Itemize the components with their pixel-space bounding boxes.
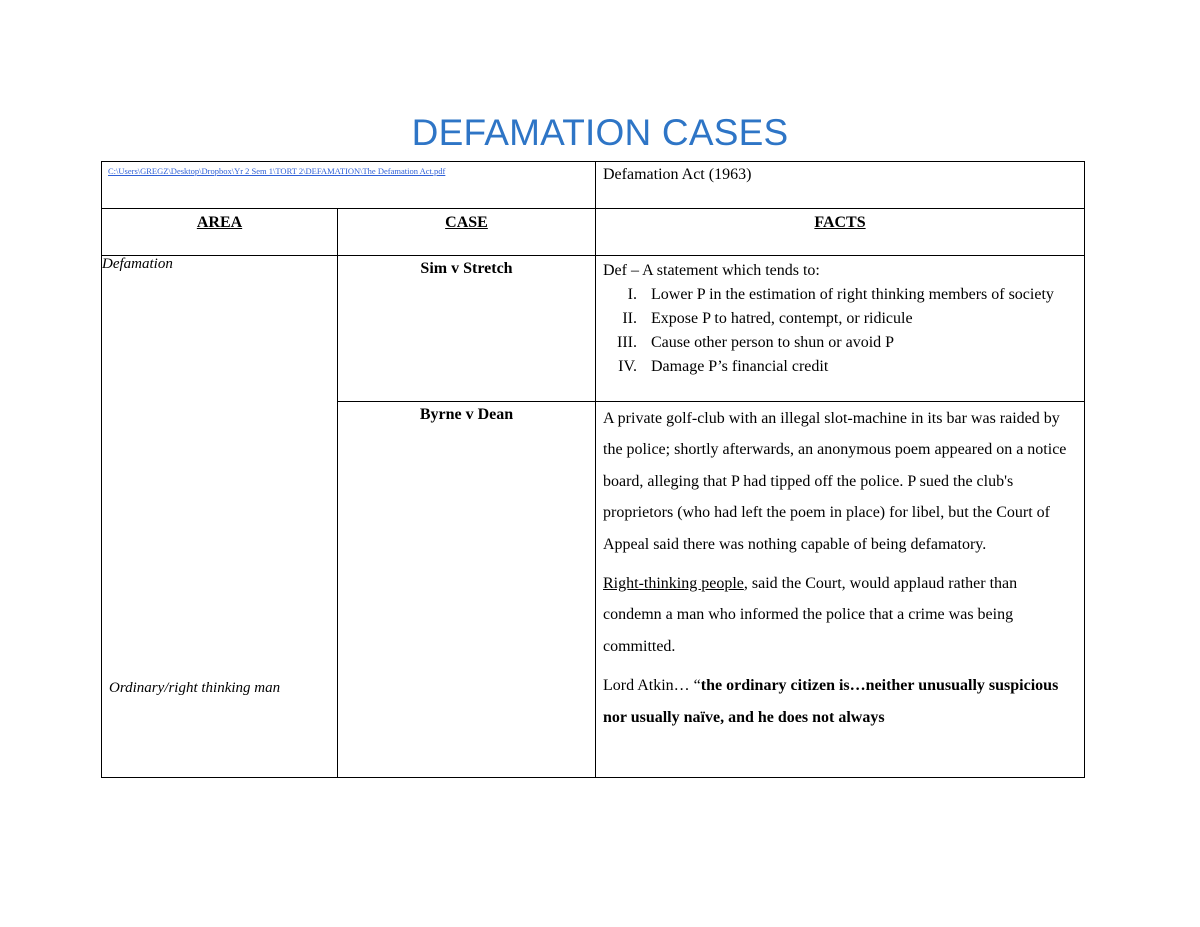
table-header-row bbox=[102, 209, 1085, 256]
list-number: II. bbox=[622, 310, 637, 327]
list-text: Lower P in the estimation of right thinking members of society bbox=[651, 286, 1054, 303]
area-ordinary: Ordinary/right thinking man bbox=[109, 680, 281, 696]
facts-paragraph: A private golf-club with an illegal slot-machine in its bar was raided by the police; shortly afterwards, an anonymous poem appeared on a notice board, alleging that P had tipped off the police. P sued the club's proprietors (who had left the poem in place) for libel, but the Court of Appeal said there was nothing capable of being defamatory. bbox=[603, 410, 1067, 553]
quote-text: the ordinary citizen is…neither unusually suspicious nor usually naïve, and he does not always bbox=[603, 677, 1059, 726]
list-number: IV. bbox=[618, 358, 637, 375]
list-text: Cause other person to shun or avoid P bbox=[651, 334, 895, 351]
underlined-phrase: Right-thinking people bbox=[603, 575, 744, 593]
list-text: Damage P’s financial credit bbox=[651, 358, 829, 375]
list-number: I. bbox=[627, 286, 637, 303]
facts-paragraph bbox=[603, 568, 1077, 662]
column-header-area: AREA bbox=[196, 214, 243, 231]
page-title: DEFAMATION CASES bbox=[411, 112, 789, 153]
list-text: Expose P to hatred, contempt, or ridicule bbox=[651, 310, 913, 327]
list-item bbox=[603, 307, 1077, 331]
column-header-facts: FACTS bbox=[814, 214, 866, 231]
paragraph-text: , said the Court, would applaud rather than condemn a man who informed the police that a crime was being committed. bbox=[603, 575, 1018, 655]
list-item bbox=[603, 355, 1077, 379]
table-row bbox=[102, 256, 1085, 402]
cases-table bbox=[101, 161, 1085, 778]
act-cell bbox=[596, 162, 1085, 209]
case-name: Sim v Stretch bbox=[420, 260, 513, 277]
column-header-case: CASE bbox=[445, 214, 488, 231]
area-cell bbox=[102, 256, 338, 778]
file-link[interactable]: C:\Users\GREGZ\Desktop\Dropbox\Yr 2 Sem 1\TORT 2\DEFAMATION\The Defamation Act.pdf bbox=[108, 166, 446, 176]
case-facts bbox=[596, 402, 1084, 733]
definition-intro: Def – A statement which tends to: bbox=[603, 262, 820, 279]
area-defamation: Defamation bbox=[102, 256, 173, 272]
case-facts bbox=[596, 256, 1084, 379]
case-name: Byrne v Dean bbox=[419, 406, 514, 423]
list-item bbox=[603, 283, 1077, 307]
list-number: III. bbox=[617, 334, 637, 351]
list-item bbox=[603, 331, 1077, 355]
table-row-source bbox=[102, 162, 1085, 209]
quote-attribution: Lord Atkin… “ bbox=[603, 677, 701, 695]
act-reference: Defamation Act (1963) bbox=[603, 166, 752, 183]
link-cell bbox=[102, 162, 596, 209]
quote-paragraph bbox=[603, 670, 1077, 733]
